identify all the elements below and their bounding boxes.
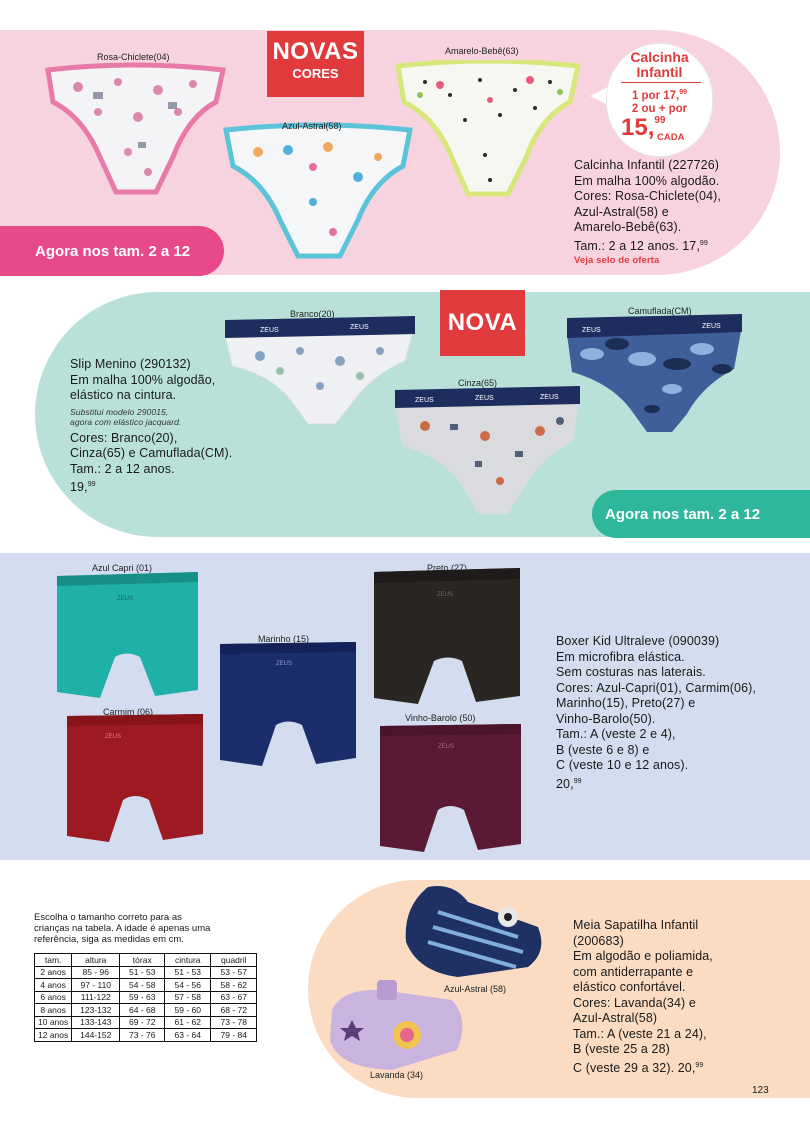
- slip-price-cents: 99: [87, 481, 96, 488]
- table-row: [35, 979, 257, 992]
- brand-text: ZEUS: [582, 327, 601, 334]
- size-table-header: tam.: [35, 954, 72, 967]
- slip-sizes-tag: Agora nos tam. 2 a 12: [592, 490, 810, 538]
- boxer-azul-capri-image: [55, 572, 200, 700]
- calcinha-desc-line: Azul-Astral(58) e: [574, 204, 669, 219]
- panty-amarelo-bebe-image: [390, 60, 585, 200]
- offer-note: Veja selo de oferta: [574, 255, 660, 266]
- badge-line-1: NOVAS: [272, 38, 359, 65]
- table-cell: 97 - 110: [72, 979, 120, 992]
- table-cell: 63 - 64: [165, 1029, 211, 1042]
- table-cell: 51 - 53: [165, 966, 211, 979]
- color-label-branco: Branco(20): [290, 309, 335, 319]
- color-label-camuflada: Camuflada(CM): [628, 306, 692, 316]
- table-cell: 123-132: [72, 1004, 120, 1017]
- table-cell: 111-122: [72, 991, 120, 1004]
- table-row: [35, 1029, 257, 1042]
- brand-text: ZEUS: [540, 394, 559, 401]
- brand-text: ZEUS: [276, 661, 293, 667]
- table-cell: 73 - 78: [211, 1016, 257, 1029]
- table-cell: 144-152: [72, 1029, 120, 1042]
- boxer-desc-line: C (veste 10 e 12 anos).: [556, 758, 689, 772]
- meia-desc-line: Cores: Lavanda(34) e: [573, 995, 696, 1010]
- brand-text: ZEUS: [702, 323, 721, 330]
- table-cell: 63 - 67: [211, 991, 257, 1004]
- boxer-description: [556, 634, 756, 792]
- boxer-price: 20,: [556, 776, 574, 791]
- calcinha-description: [574, 158, 721, 268]
- brand-text: ZEUS: [475, 395, 494, 402]
- size-table: [34, 953, 257, 1042]
- table-cell: 133-143: [72, 1016, 120, 1029]
- boxer-price-cents: 99: [573, 777, 582, 785]
- calcinha-desc-line: Em malha 100% algodão.: [574, 173, 720, 188]
- table-cell: 2 anos: [35, 966, 72, 979]
- brand-text: ZEUS: [117, 596, 134, 602]
- meia-desc-line: (200683): [573, 933, 624, 948]
- table-row: [35, 991, 257, 1004]
- table-cell: 51 - 53: [120, 966, 165, 979]
- table-cell: 4 anos: [35, 979, 72, 992]
- size-table-header-row: [35, 954, 257, 967]
- table-cell: 10 anos: [35, 1016, 72, 1029]
- calcinha-desc-line: Cores: Rosa-Chiclete(04),: [574, 189, 721, 203]
- brand-text: ZEUS: [437, 592, 454, 598]
- table-cell: 61 - 62: [165, 1016, 211, 1029]
- calcinha-desc-line: Calcinha Infantil (227726): [574, 158, 720, 172]
- seal-divider: [621, 82, 701, 83]
- panty-azul-astral-image: [218, 122, 418, 262]
- boxer-desc-line: Vinho-Barolo(50).: [556, 711, 656, 726]
- sock-lavanda-image: [322, 980, 472, 1075]
- meia-desc-line: Azul-Astral(58): [573, 1011, 658, 1025]
- boxer-preto-image: [372, 566, 522, 706]
- meia-desc-line: Em algodão e poliamida,: [573, 949, 713, 963]
- color-label-preto: Preto (27): [427, 563, 468, 573]
- slip-desc-line: Em malha 100% algodão,: [70, 372, 216, 387]
- boxer-desc-line: Tam.: A (veste 2 e 4),: [556, 727, 676, 741]
- table-cell: 54 - 58: [120, 979, 165, 992]
- table-cell: 8 anos: [35, 1004, 72, 1017]
- sock-azul-astral-image: [398, 882, 548, 982]
- page-number: 123: [752, 1085, 769, 1096]
- table-cell: 68 - 72: [211, 1004, 257, 1017]
- table-cell: 79 - 84: [211, 1029, 257, 1042]
- size-table-header: altura: [72, 954, 120, 967]
- boxer-vinho-barolo-image: [378, 722, 523, 855]
- brand-text: ZEUS: [415, 397, 434, 404]
- seal-cada: CADA: [657, 132, 685, 143]
- boxer-desc-line: B (veste 6 e 8) e: [556, 742, 650, 757]
- seal-big-cents: 99: [654, 115, 666, 126]
- table-cell: 58 - 62: [211, 979, 257, 992]
- table-cell: 85 - 96: [72, 966, 120, 979]
- color-label-azul-astral: Azul-Astral(58): [282, 121, 342, 131]
- calcinha-desc-line: Amarelo-Bebê(63).: [574, 220, 682, 234]
- size-table-wrapper: [34, 953, 257, 1042]
- table-row: [35, 1016, 257, 1029]
- meia-desc-line: Tam.: A (veste 21 a 24),: [573, 1026, 707, 1041]
- size-table-intro: [34, 912, 210, 945]
- boxer-carmim-image: [65, 712, 205, 845]
- calcinha-sizes: Tam.: 2 a 12 anos. 17,: [574, 238, 700, 253]
- badge-line-2: CORES: [292, 66, 339, 81]
- size-table-header: quadril: [211, 954, 257, 967]
- boxer-desc-line: Marinho(15), Preto(27) e: [556, 696, 696, 710]
- table-cell: 64 - 68: [120, 1004, 165, 1017]
- seal-title-line-1: Calcinha: [630, 49, 689, 65]
- slip-price: 19,: [70, 480, 88, 494]
- table-cell: 57 - 58: [165, 991, 211, 1004]
- boxer-desc-line: Cores: Azul-Capri(01), Carmim(06),: [556, 680, 756, 695]
- table-cell: 73 - 76: [120, 1029, 165, 1042]
- color-label-azul-capri: Azul Capri (01): [92, 563, 153, 573]
- brand-text: ZEUS: [438, 744, 455, 750]
- brand-text: ZEUS: [105, 734, 122, 740]
- meia-last-line: C (veste 29 a 32). 20,: [573, 1060, 696, 1075]
- slip-note-line: agora com elástico jacquard.: [70, 416, 182, 427]
- calcinha-sizes-tag: Agora nos tam. 2 a 12: [0, 226, 224, 276]
- slip-desc-line: Cinza(65) e Camuflada(CM).: [70, 446, 233, 460]
- slip-desc-line: elástico na cintura.: [70, 388, 177, 402]
- meia-description: [573, 918, 713, 1076]
- meia-desc-line: Meia Sapatilha Infantil: [573, 918, 699, 932]
- color-label-vinho-barolo: Vinho-Barolo (50): [405, 713, 476, 723]
- panty-rosa-chiclete-image: [38, 62, 233, 197]
- seal-price-single: 1 por 17,: [631, 90, 680, 102]
- size-intro-line: crianças na tabela. A idade é apenas uma: [34, 923, 211, 934]
- meia-desc-line: com antiderrapante e: [573, 964, 694, 979]
- slip-desc-line: Slip Menino (290132): [70, 357, 191, 371]
- seal-big-price: 15,: [621, 114, 655, 141]
- size-table-header: tórax: [120, 954, 165, 967]
- seal-price-multi-label: 2 ou + por: [631, 103, 688, 115]
- brand-text: ZEUS: [350, 324, 369, 331]
- size-intro-line: Escolha o tamanho correto para as: [34, 912, 182, 923]
- seal-price-single-cents: 99: [679, 89, 688, 96]
- table-row: [35, 966, 257, 979]
- nova-badge: NOVA: [440, 290, 525, 356]
- table-row: [35, 1004, 257, 1017]
- table-cell: 6 anos: [35, 991, 72, 1004]
- color-label-sock-azul-astral: Azul-Astral (58): [444, 984, 507, 994]
- table-cell: 12 anos: [35, 1029, 72, 1042]
- color-label-sock-lavanda: Lavanda (34): [370, 1070, 424, 1080]
- color-label-amarelo-bebe: Amarelo-Bebê(63): [445, 46, 519, 56]
- table-cell: 59 - 60: [165, 1004, 211, 1017]
- size-table-header: cintura: [165, 954, 211, 967]
- price-seal: [607, 44, 712, 156]
- slip-description: [70, 357, 232, 496]
- meia-desc-line: elástico confortável.: [573, 980, 686, 994]
- table-cell: 69 - 72: [120, 1016, 165, 1029]
- brand-text: ZEUS: [260, 327, 279, 334]
- calcinha-price-cents: 99: [699, 239, 708, 247]
- color-label-marinho: Marinho (15): [258, 634, 310, 644]
- novas-cores-badge: [267, 31, 364, 97]
- color-label-cinza: Cinza(65): [458, 378, 498, 388]
- boxer-desc-line: Sem costuras nas laterais.: [556, 665, 706, 679]
- slip-desc-line: Tam.: 2 a 12 anos.: [70, 461, 175, 476]
- color-label-carmim: Carmim (06): [103, 707, 154, 717]
- seal-title-line-2: Infantil: [636, 64, 683, 80]
- meia-desc-line: B (veste 25 a 28): [573, 1042, 670, 1056]
- boxer-desc-line: Em microfibra elástica.: [556, 649, 685, 664]
- size-intro-line: referência, siga as medidas em cm.: [34, 934, 184, 945]
- boxer-desc-line: Boxer Kid Ultraleve (090039): [556, 634, 720, 648]
- slip-desc-line: Cores: Branco(20),: [70, 430, 178, 445]
- slip-note-line: Substitui modelo 290015,: [70, 406, 169, 417]
- meia-price-cents: 99: [695, 1061, 704, 1069]
- boxer-marinho-image: [218, 640, 358, 768]
- table-cell: 54 - 56: [165, 979, 211, 992]
- table-cell: 53 - 57: [211, 966, 257, 979]
- brief-cinza-image: [390, 386, 585, 516]
- brief-camuflada-image: [562, 314, 747, 434]
- table-cell: 59 - 63: [120, 991, 165, 1004]
- color-label-rosa-chiclete: Rosa-Chiclete(04): [97, 52, 170, 62]
